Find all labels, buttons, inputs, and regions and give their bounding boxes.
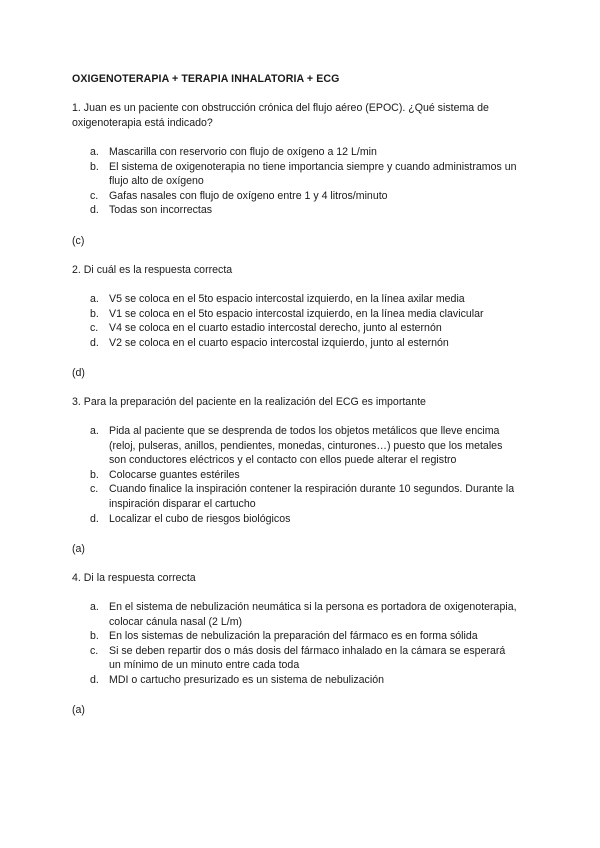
option-text: Si se deben repartir dos o más dosis del fármaco inhalado en la cámara se esperará un mínimo de un minuto entre cada toda	[109, 644, 506, 672]
option-c	[90, 189, 520, 204]
option-text: V5 se coloca en el 5to espacio intercostal izquierdo, en la línea axilar media	[109, 293, 465, 305]
option-text: Colocarse guantes estériles	[109, 468, 240, 481]
option-letter: a.	[90, 425, 99, 437]
option-b	[90, 307, 520, 322]
option-letter: b.	[90, 160, 99, 173]
option-text: Mascarilla con reservorio con flujo de oxígeno a 12 L/min	[109, 146, 377, 158]
option-a	[90, 600, 520, 629]
option-b	[90, 160, 520, 189]
option-letter: d.	[90, 204, 99, 217]
option-text: En el sistema de nebulización neumática si la persona es portadora de oxigenoterapia, colocar cánula nasal (2 L/m)	[109, 601, 517, 628]
question-text: 1. Juan es un paciente con obstrucción crónica del flujo aéreo (EPOC). ¿Qué sistema de oxigenoterapia está indicado?	[72, 102, 489, 129]
option-letter: c.	[90, 189, 99, 202]
option-a	[90, 424, 520, 468]
option-b	[90, 629, 520, 644]
option-d	[90, 512, 520, 527]
option-b	[90, 468, 520, 483]
option-letter: a.	[90, 146, 99, 158]
option-text: MDI o cartucho presurizado es un sistema de nebulización	[109, 673, 384, 686]
option-text: V4 se coloca en el cuarto estadio intercostal derecho, junto al esternón	[109, 322, 442, 335]
option-letter: a.	[90, 293, 99, 305]
option-letter: b.	[90, 630, 99, 643]
option-d	[90, 336, 520, 351]
option-text: Cuando finalice la inspiración contener la respiración durante 10 segundos. Durante la inspiración disparar el cartucho	[109, 483, 515, 510]
question-3	[72, 395, 532, 525]
option-text: En los sistemas de nebulización la preparación del fármaco es en forma sólida	[109, 630, 478, 643]
answer-4: (a)	[72, 704, 85, 716]
answer-1: (c)	[72, 235, 85, 247]
option-text: Todas son incorrectas	[109, 204, 213, 217]
option-letter: d.	[90, 336, 99, 349]
question-text: 3. Para la preparación del paciente en la realización del ECG es importante	[72, 396, 426, 408]
option-a	[90, 145, 520, 160]
option-letter: b.	[90, 307, 99, 320]
options-list	[90, 145, 520, 218]
answer-3: (a)	[72, 543, 85, 555]
option-letter: d.	[90, 673, 99, 686]
option-c	[90, 644, 520, 673]
answer-2: (d)	[72, 367, 85, 379]
option-c	[90, 321, 520, 336]
option-text: Gafas nasales con flujo de oxígeno entre 1 y 4 litros/minuto	[109, 189, 388, 202]
option-text: V2 se coloca en el cuarto espacio intercostal izquierdo, junto al esternón	[109, 336, 449, 349]
option-text: Pida al paciente que se desprenda de todos los objetos metálicos que lleve encima (reloj, pulseras, anillos, pendientes, monedas, cinturones…) puesto que los metales son conductores eléctricos y el contacto con ellos puede alterar el registro	[109, 425, 503, 467]
option-letter: c.	[90, 322, 99, 335]
option-text: El sistema de oxigenoterapia no tiene importancia siempre y cuando administramos un flujo alto de oxígeno	[109, 160, 517, 188]
option-c	[90, 482, 520, 511]
option-d	[90, 203, 520, 218]
option-letter: c.	[90, 644, 99, 657]
option-letter: b.	[90, 468, 99, 481]
options-list	[90, 600, 520, 688]
options-list	[90, 292, 520, 350]
option-d	[90, 673, 520, 688]
option-text: V1 se coloca en el 5to espacio intercostal izquierdo, en la línea media clavicular	[109, 307, 484, 320]
option-text: Localizar el cubo de riesgos biológicos	[109, 512, 291, 525]
question-4	[72, 571, 532, 686]
document-title: OXIGENOTERAPIA + TERAPIA INHALATORIA + ECG	[72, 73, 340, 85]
question-2	[72, 263, 532, 349]
question-text: 4. Di la respuesta correcta	[72, 572, 196, 584]
option-a	[90, 292, 520, 307]
options-list	[90, 424, 520, 526]
option-letter: c.	[90, 483, 99, 496]
question-text: 2. Di cuál es la respuesta correcta	[72, 264, 233, 276]
option-letter: a.	[90, 601, 99, 613]
question-1	[72, 101, 532, 217]
option-letter: d.	[90, 512, 99, 525]
